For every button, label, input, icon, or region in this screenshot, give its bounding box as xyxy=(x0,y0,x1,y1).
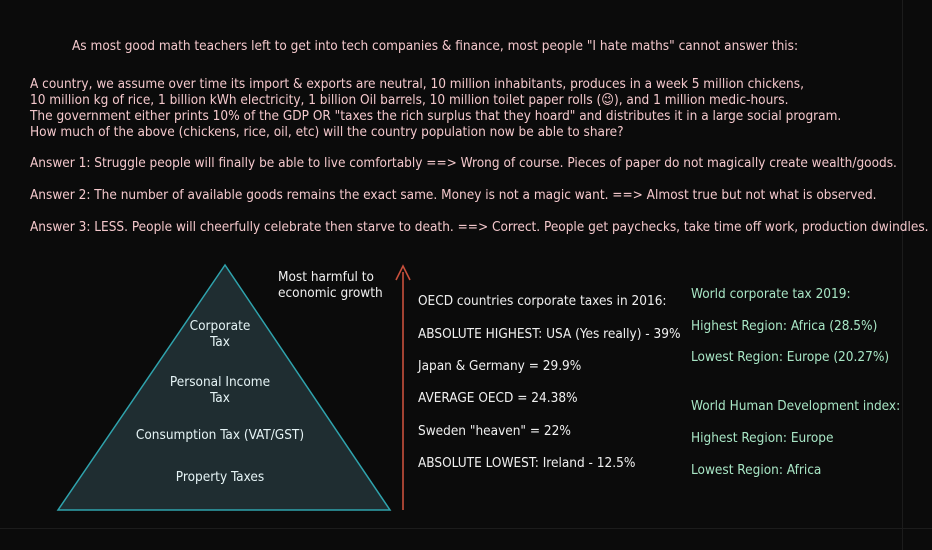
oecd-item: Sweden "heaven" = 22% xyxy=(418,423,571,439)
world-tax-item: Lowest Region: Europe (20.27%) xyxy=(691,349,890,365)
hdi-item: Highest Region: Europe xyxy=(691,430,834,446)
answer-2: Answer 2: The number of available goods remains the exact same. Money is not a magic want. ==> Almost true but not what is observed. xyxy=(30,187,877,203)
problem-line: The government either prints 10% of the GDP OR "taxes the rich surplus that they hoard" and distributes it in a large social program. xyxy=(30,108,842,124)
oecd-title: OECD countries corporate taxes in 2016: xyxy=(418,293,667,309)
answer-3: Answer 3: LESS. People will cheerfully celebrate then starve to death. ==> Correct. People get paychecks, take time off work, production dwindles. xyxy=(30,219,929,235)
pyramid-level-property: Property Taxes xyxy=(175,469,265,485)
hdi-item: Lowest Region: Africa xyxy=(691,462,822,478)
oecd-item: ABSOLUTE LOWEST: Ireland - 12.5% xyxy=(418,455,636,471)
pyramid-level-label: Personal Income Tax xyxy=(169,374,271,406)
problem-line: A country, we assume over time its import & exports are neutral, 10 million inhabitants, produces in a week 5 million chickens, xyxy=(30,76,804,92)
pyramid-level-corporate xyxy=(170,318,270,350)
pyramid-level-personal xyxy=(150,374,290,406)
answer-1: Answer 1: Struggle people will finally be able to live comfortably ==> Wrong of course. Pieces of paper do not magically create wealth/goods. xyxy=(30,155,897,171)
oecd-item: ABSOLUTE HIGHEST: USA (Yes really) - 39% xyxy=(418,326,681,342)
header-text: As most good math teachers left to get into tech companies & finance, most people "I hate maths" cannot answer this: xyxy=(72,38,799,54)
oecd-item: AVERAGE OECD = 24.38% xyxy=(418,390,578,406)
pyramid-level-label: Corporate Tax xyxy=(189,318,251,350)
problem-line: How much of the above (chickens, rice, oil, etc) will the country population now be able to share? xyxy=(30,124,624,140)
hdi-title: World Human Development index: xyxy=(691,398,901,414)
world-tax-item: Highest Region: Africa (28.5%) xyxy=(691,318,878,334)
pyramid-level-consumption: Consumption Tax (VAT/GST) xyxy=(135,427,305,443)
oecd-item: Japan & Germany = 29.9% xyxy=(418,358,582,374)
problem-line: 10 million kg of rice, 1 billion kWh electricity, 1 billion Oil barrels, 10 million toilet paper rolls (😉), and 1 million medic-hours. xyxy=(30,92,789,108)
arrow-label: Most harmful to economic growth xyxy=(278,269,383,301)
world-tax-title: World corporate tax 2019: xyxy=(691,286,851,302)
